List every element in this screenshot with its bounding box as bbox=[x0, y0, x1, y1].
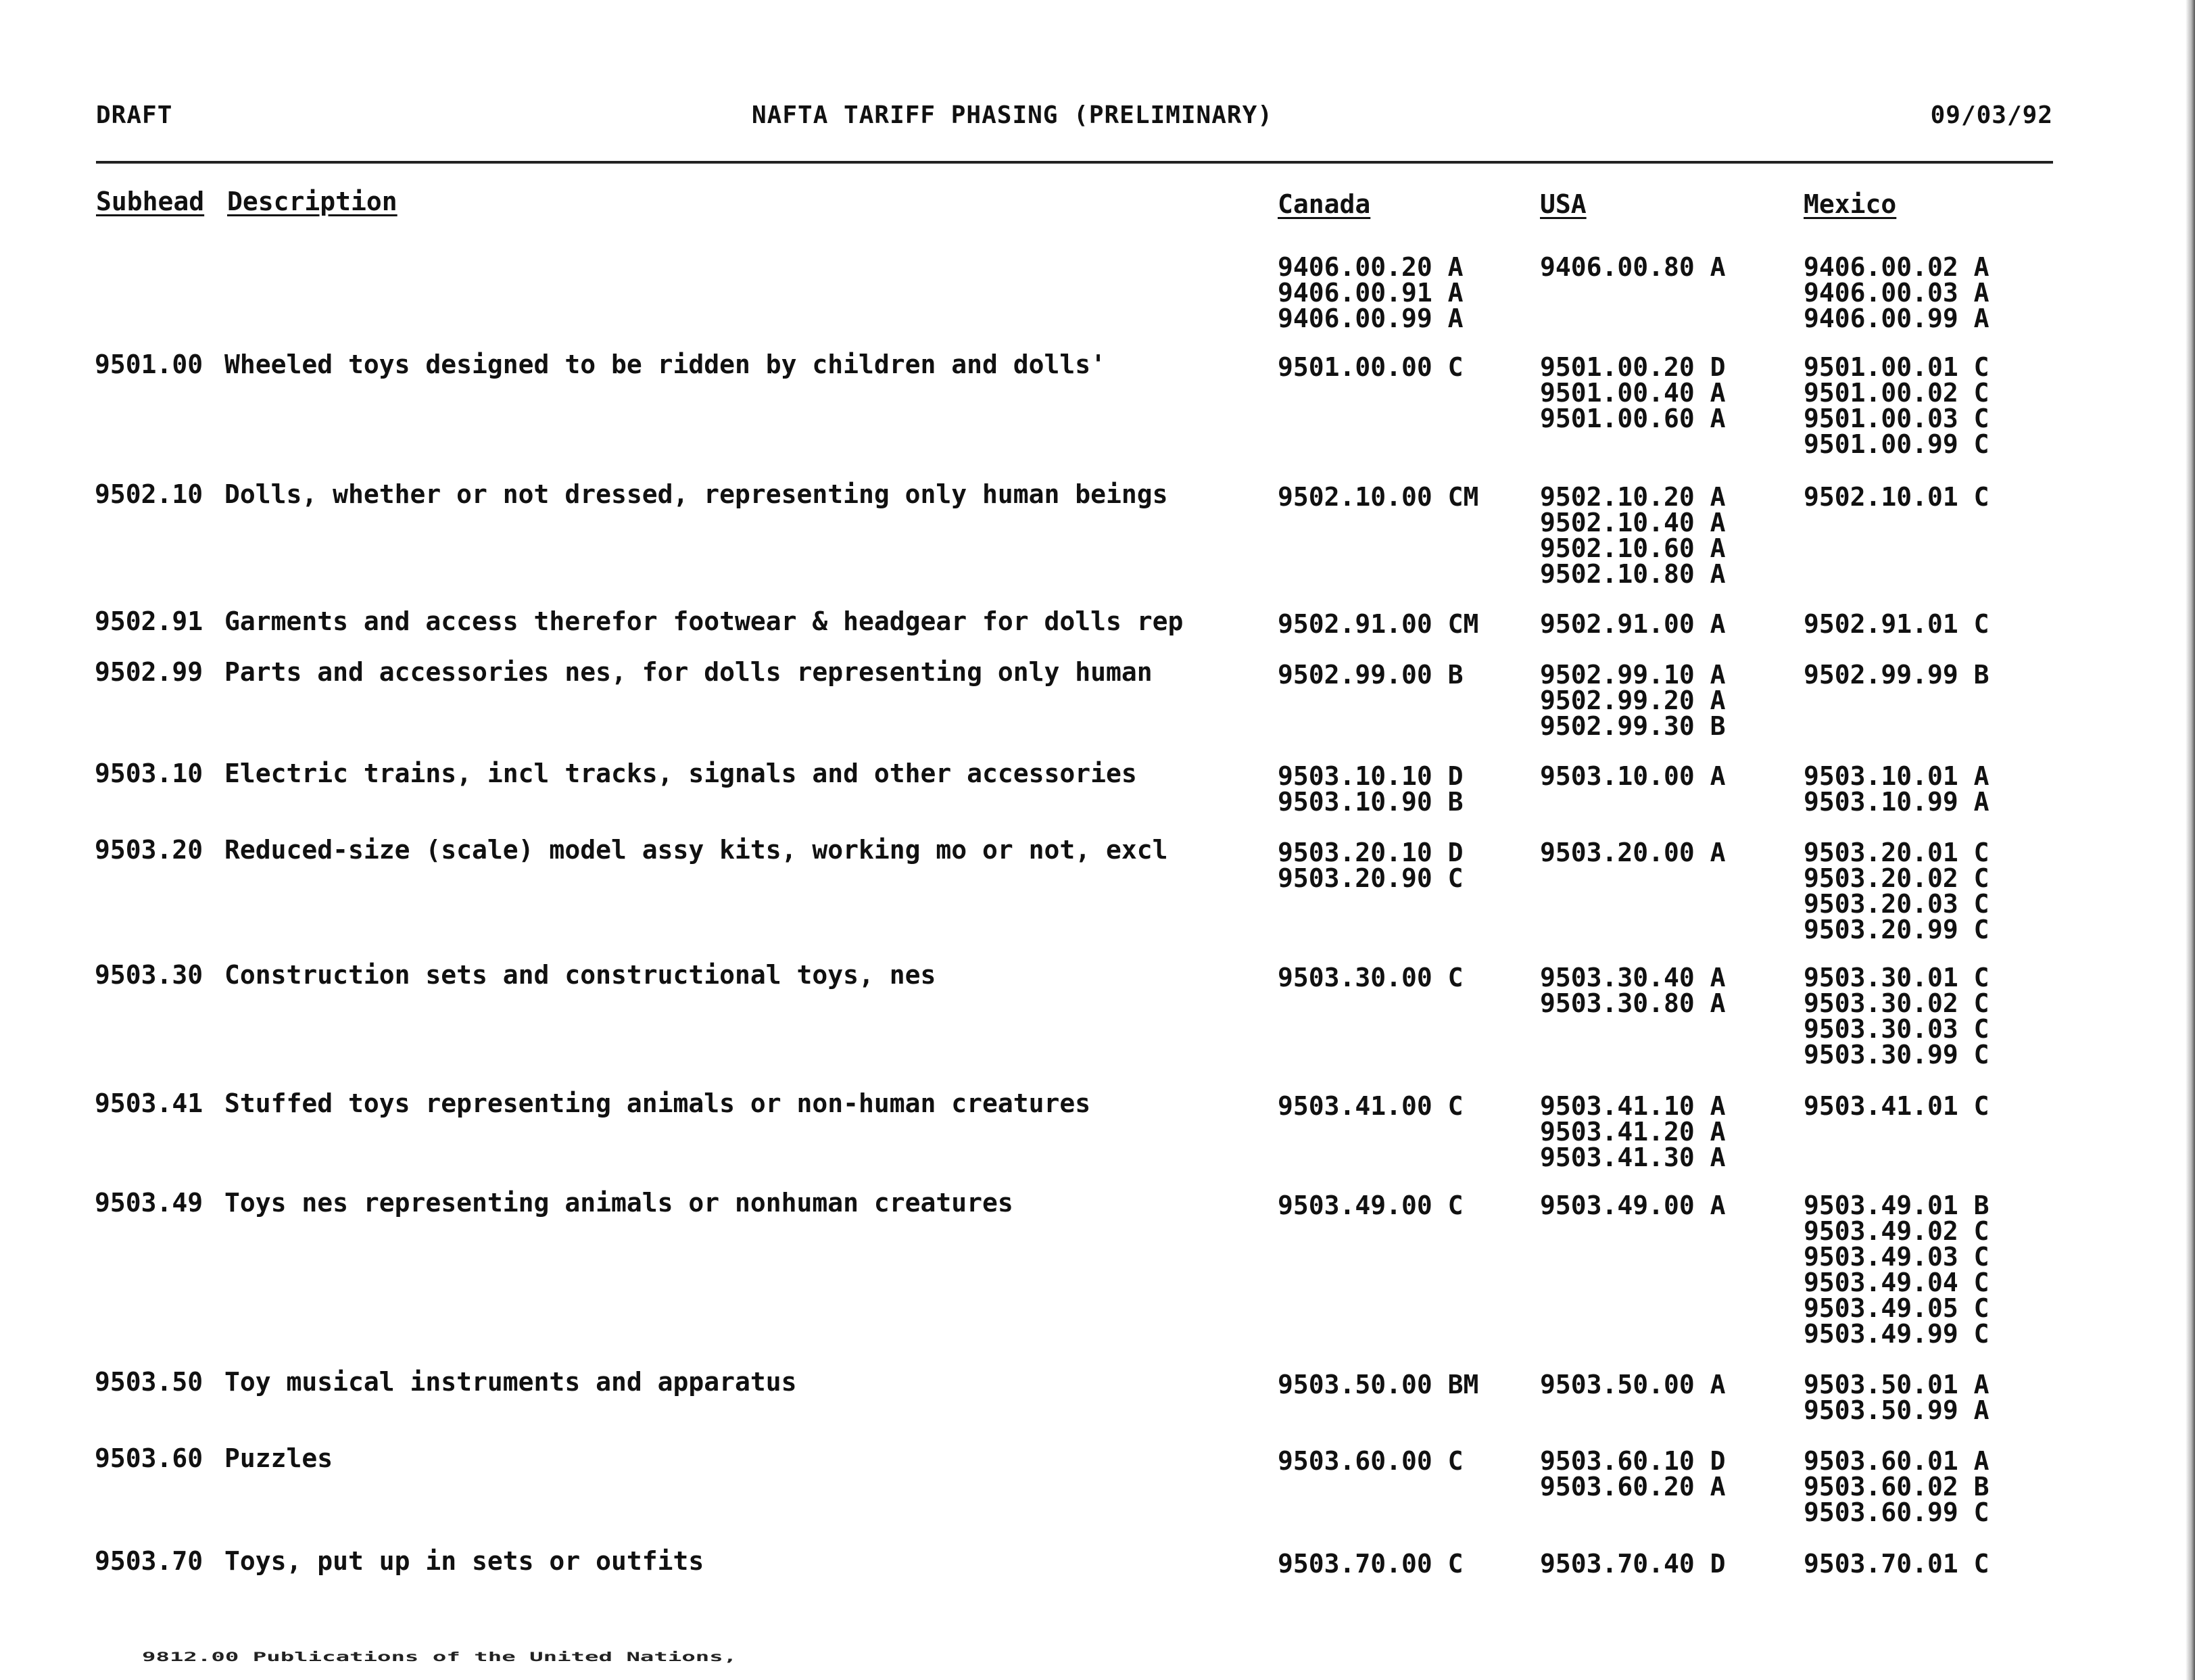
canada-tariff-code: 9406.00.20 A bbox=[1278, 252, 1464, 282]
mexico-tariff-code: 9503.20.02 C bbox=[1804, 863, 1989, 893]
row-mexico-codes bbox=[1804, 662, 1989, 688]
mexico-tariff-code: 9503.41.01 C bbox=[1804, 1091, 1989, 1121]
row-description: Electric trains, incl tracks, signals and other accessories bbox=[224, 759, 1137, 788]
canada-tariff-code: 9406.00.99 A bbox=[1278, 304, 1464, 333]
mexico-tariff-code: 9501.00.02 C bbox=[1804, 378, 1989, 408]
mexico-tariff-code: 9503.20.03 C bbox=[1804, 889, 1989, 919]
mexico-tariff-code: 9503.50.99 A bbox=[1804, 1395, 1989, 1425]
usa-tariff-code: 9503.41.20 A bbox=[1540, 1117, 1726, 1147]
usa-tariff-code: 9502.99.20 A bbox=[1540, 686, 1726, 715]
row-subhead: 9503.60 bbox=[95, 1443, 203, 1473]
row-subhead: 9501.00 bbox=[95, 350, 203, 379]
canada-tariff-code: 9502.10.00 CM bbox=[1278, 482, 1479, 512]
mexico-tariff-code: 9503.30.99 C bbox=[1804, 1040, 1989, 1070]
usa-tariff-code: 9406.00.80 A bbox=[1540, 252, 1726, 282]
mexico-tariff-code: 9503.50.01 A bbox=[1804, 1370, 1989, 1399]
row-mexico-codes bbox=[1804, 611, 1989, 637]
row-canada-codes bbox=[1278, 763, 1464, 815]
row-usa-codes bbox=[1540, 662, 1726, 739]
row-description: Stuffed toys representing animals or non-human creatures bbox=[224, 1088, 1091, 1118]
mexico-tariff-code: 9502.99.99 B bbox=[1804, 660, 1989, 690]
mexico-tariff-code: 9503.30.03 C bbox=[1804, 1014, 1989, 1044]
mexico-tariff-code: 9501.00.03 C bbox=[1804, 404, 1989, 433]
usa-tariff-code: 9503.50.00 A bbox=[1540, 1370, 1726, 1399]
usa-tariff-code: 9502.99.10 A bbox=[1540, 660, 1726, 690]
usa-tariff-code: 9501.00.40 A bbox=[1540, 378, 1726, 408]
usa-tariff-code: 9503.60.20 A bbox=[1540, 1472, 1726, 1502]
row-mexico-codes bbox=[1804, 254, 1989, 331]
column-header-description: Description bbox=[227, 187, 397, 216]
row-description: Reduced-size (scale) model assy kits, working mo or not, excl bbox=[224, 835, 1168, 865]
row-description: Dolls, whether or not dressed, representing only human beings bbox=[224, 479, 1168, 509]
row-subhead: 9502.91 bbox=[95, 606, 203, 636]
mexico-tariff-code: 9503.70.01 C bbox=[1804, 1549, 1989, 1579]
scan-edge bbox=[2186, 0, 2195, 1680]
row-canada-codes bbox=[1278, 1093, 1464, 1119]
row-mexico-codes bbox=[1804, 763, 1989, 815]
canada-tariff-code: 9502.91.00 CM bbox=[1278, 609, 1479, 639]
row-mexico-codes bbox=[1804, 484, 1989, 510]
mexico-tariff-code: 9503.30.01 C bbox=[1804, 963, 1989, 992]
usa-tariff-code: 9503.20.00 A bbox=[1540, 838, 1726, 867]
column-header-mexico: Mexico bbox=[1804, 189, 1897, 219]
canada-tariff-code: 9503.70.00 C bbox=[1278, 1549, 1464, 1579]
mexico-tariff-code: 9503.60.99 C bbox=[1804, 1497, 1989, 1527]
row-usa-codes bbox=[1540, 1372, 1726, 1397]
row-canada-codes bbox=[1278, 1551, 1464, 1577]
column-header-subhead: Subhead bbox=[96, 187, 205, 216]
canada-tariff-code: 9503.30.00 C bbox=[1278, 963, 1464, 992]
row-subhead: 9502.99 bbox=[95, 657, 203, 687]
usa-tariff-code: 9501.00.60 A bbox=[1540, 404, 1726, 433]
row-description: Parts and accessories nes, for dolls representing only human bbox=[224, 657, 1153, 687]
row-usa-codes bbox=[1540, 763, 1726, 789]
row-usa-codes bbox=[1540, 965, 1726, 1016]
row-usa-codes bbox=[1540, 354, 1726, 431]
row-description: Toys, put up in sets or outfits bbox=[224, 1546, 704, 1576]
row-subhead: 9503.49 bbox=[95, 1188, 203, 1218]
column-header-usa: USA bbox=[1540, 189, 1587, 219]
mexico-tariff-code: 9503.20.01 C bbox=[1804, 838, 1989, 867]
row-mexico-codes bbox=[1804, 1551, 1989, 1577]
row-mexico-codes bbox=[1804, 963, 1989, 1070]
draft-label: DRAFT bbox=[96, 101, 173, 129]
usa-tariff-code: 9503.41.10 A bbox=[1540, 1091, 1726, 1121]
row-canada-codes bbox=[1278, 1448, 1464, 1474]
row-canada-codes bbox=[1278, 611, 1478, 637]
row-canada-codes bbox=[1278, 1372, 1478, 1397]
canada-tariff-code: 9503.41.00 C bbox=[1278, 1091, 1464, 1121]
usa-tariff-code: 9502.10.40 A bbox=[1540, 508, 1726, 537]
mexico-tariff-code: 9503.49.03 C bbox=[1804, 1242, 1989, 1272]
row-usa-codes bbox=[1540, 1551, 1726, 1577]
document-date: 09/03/92 bbox=[1930, 101, 2053, 129]
canada-tariff-code: 9501.00.00 C bbox=[1278, 352, 1464, 382]
row-usa-codes bbox=[1540, 254, 1726, 280]
row-usa-codes bbox=[1540, 611, 1726, 637]
canada-tariff-code: 9503.20.10 D bbox=[1278, 838, 1464, 867]
row-mexico-codes bbox=[1804, 840, 1989, 942]
canada-tariff-code: 9406.00.91 A bbox=[1278, 278, 1464, 308]
usa-tariff-code: 9503.10.00 A bbox=[1540, 761, 1726, 791]
usa-tariff-code: 9502.99.30 B bbox=[1540, 711, 1726, 741]
canada-tariff-code: 9502.99.00 B bbox=[1278, 660, 1464, 690]
row-description: Puzzles bbox=[224, 1443, 333, 1473]
row-canada-codes bbox=[1278, 484, 1478, 510]
row-subhead: 9503.10 bbox=[95, 759, 203, 788]
row-usa-codes bbox=[1540, 1193, 1726, 1218]
canada-tariff-code: 9503.49.00 C bbox=[1278, 1191, 1464, 1220]
row-subhead: 9503.20 bbox=[95, 835, 203, 865]
mexico-tariff-code: 9503.49.99 C bbox=[1804, 1319, 1989, 1349]
mexico-tariff-code: 9501.00.01 C bbox=[1804, 352, 1989, 382]
row-description: Wheeled toys designed to be ridden by children and dolls' bbox=[224, 350, 1107, 379]
mexico-tariff-code: 9406.00.99 A bbox=[1804, 304, 1989, 333]
mexico-tariff-code: 9503.60.01 A bbox=[1804, 1446, 1989, 1476]
canada-tariff-code: 9503.50.00 BM bbox=[1278, 1370, 1479, 1399]
row-usa-codes bbox=[1540, 1093, 1726, 1170]
mexico-tariff-code: 9503.49.05 C bbox=[1804, 1293, 1989, 1323]
canada-tariff-code: 9503.20.90 C bbox=[1278, 863, 1464, 893]
mexico-tariff-code: 9502.10.01 C bbox=[1804, 482, 1989, 512]
mexico-tariff-code: 9501.00.99 C bbox=[1804, 429, 1989, 459]
canada-tariff-code: 9503.60.00 C bbox=[1278, 1446, 1464, 1476]
usa-tariff-code: 9503.41.30 A bbox=[1540, 1143, 1726, 1172]
row-mexico-codes bbox=[1804, 1372, 1989, 1423]
usa-tariff-code: 9502.10.80 A bbox=[1540, 559, 1726, 589]
usa-tariff-code: 9503.30.40 A bbox=[1540, 963, 1726, 992]
usa-tariff-code: 9502.91.00 A bbox=[1540, 609, 1726, 639]
canada-tariff-code: 9503.10.90 B bbox=[1278, 787, 1464, 817]
usa-tariff-code: 9503.49.00 A bbox=[1540, 1191, 1726, 1220]
document-title: NAFTA TARIFF PHASING (PRELIMINARY) bbox=[752, 101, 1273, 129]
row-subhead: 9503.30 bbox=[95, 960, 203, 990]
usa-tariff-code: 9503.60.10 D bbox=[1540, 1446, 1726, 1476]
row-mexico-codes bbox=[1804, 1193, 1989, 1347]
row-description: Construction sets and constructional toys, nes bbox=[224, 960, 936, 990]
usa-tariff-code: 9502.10.60 A bbox=[1540, 533, 1726, 563]
row-usa-codes bbox=[1540, 840, 1726, 865]
row-canada-codes bbox=[1278, 354, 1464, 380]
row-canada-codes bbox=[1278, 1193, 1464, 1218]
row-mexico-codes bbox=[1804, 1093, 1989, 1119]
mexico-tariff-code: 9503.60.02 B bbox=[1804, 1472, 1989, 1502]
row-canada-codes bbox=[1278, 662, 1464, 688]
row-description: Garments and access therefor footwear & headgear for dolls rep bbox=[224, 606, 1184, 636]
mexico-tariff-code: 9503.49.04 C bbox=[1804, 1268, 1989, 1297]
row-description: Toy musical instruments and apparatus bbox=[224, 1367, 797, 1397]
mexico-tariff-code: 9503.10.99 A bbox=[1804, 787, 1989, 817]
row-mexico-codes bbox=[1804, 354, 1989, 457]
row-usa-codes bbox=[1540, 484, 1726, 587]
row-mexico-codes bbox=[1804, 1448, 1989, 1525]
mexico-tariff-code: 9503.49.01 B bbox=[1804, 1191, 1989, 1220]
usa-tariff-code: 9503.70.40 D bbox=[1540, 1549, 1726, 1579]
row-description: Toys nes representing animals or nonhuman creatures bbox=[224, 1188, 1013, 1218]
row-subhead: 9503.70 bbox=[95, 1546, 203, 1576]
row-canada-codes bbox=[1278, 254, 1464, 331]
mexico-tariff-code: 9503.49.02 C bbox=[1804, 1216, 1989, 1246]
row-canada-codes bbox=[1278, 965, 1464, 990]
usa-tariff-code: 9502.10.20 A bbox=[1540, 482, 1726, 512]
usa-tariff-code: 9503.30.80 A bbox=[1540, 988, 1726, 1018]
page-footer-cutoff: 9812.00 Publications of the United Nations, bbox=[142, 1650, 738, 1664]
canada-tariff-code: 9503.10.10 D bbox=[1278, 761, 1464, 791]
mexico-tariff-code: 9503.20.99 C bbox=[1804, 915, 1989, 944]
mexico-tariff-code: 9503.30.02 C bbox=[1804, 988, 1989, 1018]
mexico-tariff-code: 9503.10.01 A bbox=[1804, 761, 1989, 791]
row-subhead: 9503.41 bbox=[95, 1088, 203, 1118]
mexico-tariff-code: 9406.00.03 A bbox=[1804, 278, 1989, 308]
mexico-tariff-code: 9406.00.02 A bbox=[1804, 252, 1989, 282]
row-usa-codes bbox=[1540, 1446, 1726, 1502]
header-rule bbox=[96, 161, 2053, 164]
row-canada-codes bbox=[1278, 840, 1464, 891]
row-subhead: 9503.50 bbox=[95, 1367, 203, 1397]
usa-tariff-code: 9501.00.20 D bbox=[1540, 352, 1726, 382]
column-header-canada: Canada bbox=[1278, 189, 1371, 219]
row-subhead: 9502.10 bbox=[95, 479, 203, 509]
mexico-tariff-code: 9502.91.01 C bbox=[1804, 609, 1989, 639]
